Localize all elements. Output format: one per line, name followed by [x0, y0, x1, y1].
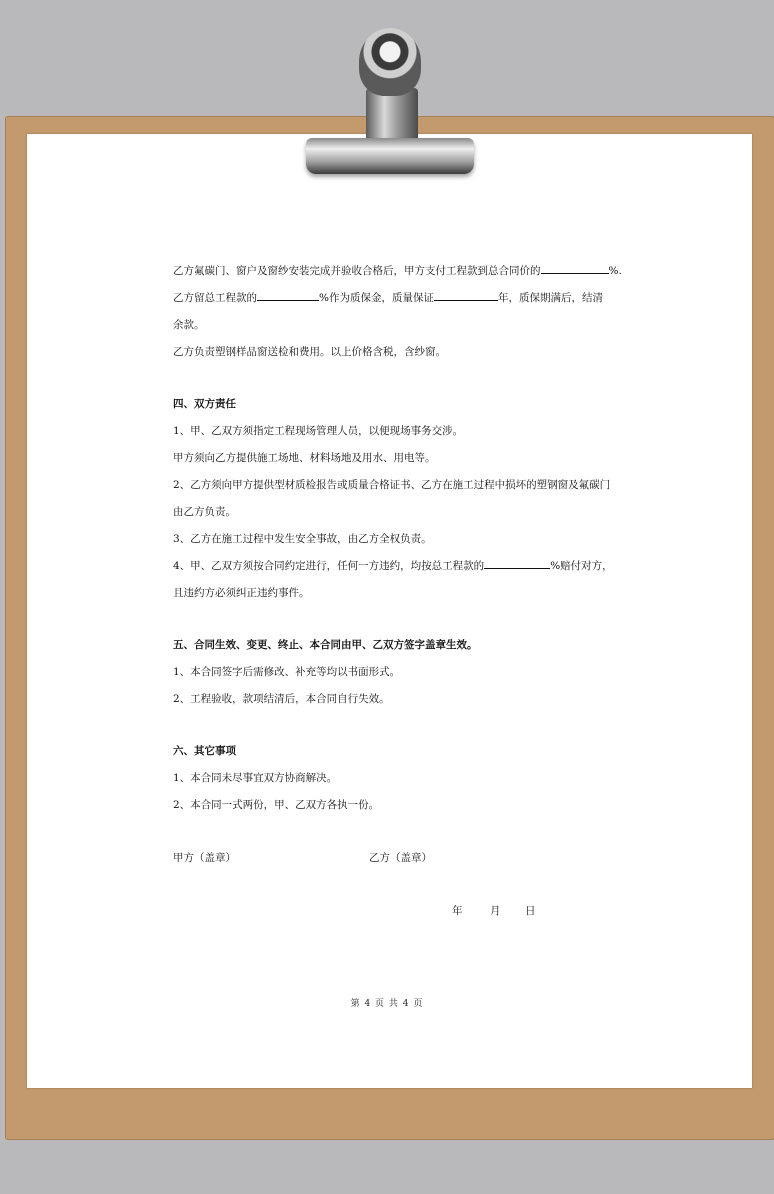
section-4-item-2: 2、乙方须向甲方提供型材质检报告或质量合格证书、乙方在施工过程中损坏的塑钢窗及氟碳门 — [173, 479, 611, 491]
blank-field — [484, 556, 550, 569]
contract-body — [173, 258, 622, 925]
section-4-item-4 — [173, 553, 613, 580]
month-label: 月 — [490, 905, 501, 917]
section-4-item-4-text-b: %赔付对方， — [550, 560, 613, 572]
section-4-item-1: 1、甲、乙双方须指定工程现场管理人员，以便现场事务交涉。 — [173, 425, 464, 437]
party-a-seal-label: 甲方（盖章） — [173, 852, 236, 864]
retention-text-c: 年，质保期满后，结清 — [497, 292, 603, 304]
payment-clause-line — [173, 258, 622, 285]
page-number: 第 4 页 共 4 页 — [350, 999, 424, 1009]
day-label: 日 — [525, 905, 536, 917]
section-6-item-1: 1、本合同未尽事宜双方协商解决。 — [173, 772, 338, 784]
binder-clip-ring-icon — [359, 28, 421, 96]
retention-text-b: %作为质保金，质量保证 — [319, 292, 434, 304]
blank-field — [434, 288, 498, 301]
section-4-item-4-text-a: 4、甲、乙双方须按合同约定进行，任何一方违约，均按总工程款的 — [173, 560, 485, 572]
section-6-title: 六、其它事项 — [173, 745, 236, 757]
signature-row — [173, 845, 613, 872]
blank-field — [541, 261, 609, 274]
section-4-title: 四、双方责任 — [173, 398, 236, 410]
retention-clause-line — [173, 285, 613, 312]
payment-clause-text: 乙方氟碳门、窗户及窗纱安装完成并验收合格后，甲方支付工程款到总合同价的 — [173, 265, 541, 277]
section-4-item-4c: 且违约方必须纠正违约事件。 — [173, 587, 310, 599]
section-5-title: 五、合同生效、变更、终止、本合同由甲、乙双方签字盖章生效。 — [173, 639, 478, 651]
section-4-item-1b: 甲方须向乙方提供施工场地、材料场地及用水、用电等。 — [173, 452, 436, 464]
retention-text-a: 乙方留总工程款的 — [173, 292, 257, 304]
section-4-item-3: 3、乙方在施工过程中发生安全事故，由乙方全权负责。 — [173, 533, 432, 545]
blank-field — [257, 288, 319, 301]
date-row — [173, 898, 613, 925]
party-b-seal-label: 乙方（盖章） — [369, 852, 432, 864]
section-4-item-2b: 由乙方负责。 — [173, 506, 236, 518]
year-label: 年 — [452, 905, 463, 917]
section-6-item-2: 2、本合同一式两份，甲、乙双方各执一份。 — [173, 799, 380, 811]
sample-testing-clause: 乙方负责塑钢样品窗送检和费用。以上价格含税，含纱窗。 — [173, 346, 446, 358]
binder-clip-neck — [366, 88, 418, 144]
section-5-item-1: 1、本合同签字后需修改、补充等均以书面形式。 — [173, 666, 401, 678]
binder-clip-base — [306, 138, 474, 174]
payment-clause-end: %. — [608, 265, 622, 277]
retention-clause-end: 余款。 — [173, 319, 205, 331]
section-5-item-2: 2、工程验收，款项结清后，本合同自行失效。 — [173, 693, 390, 705]
